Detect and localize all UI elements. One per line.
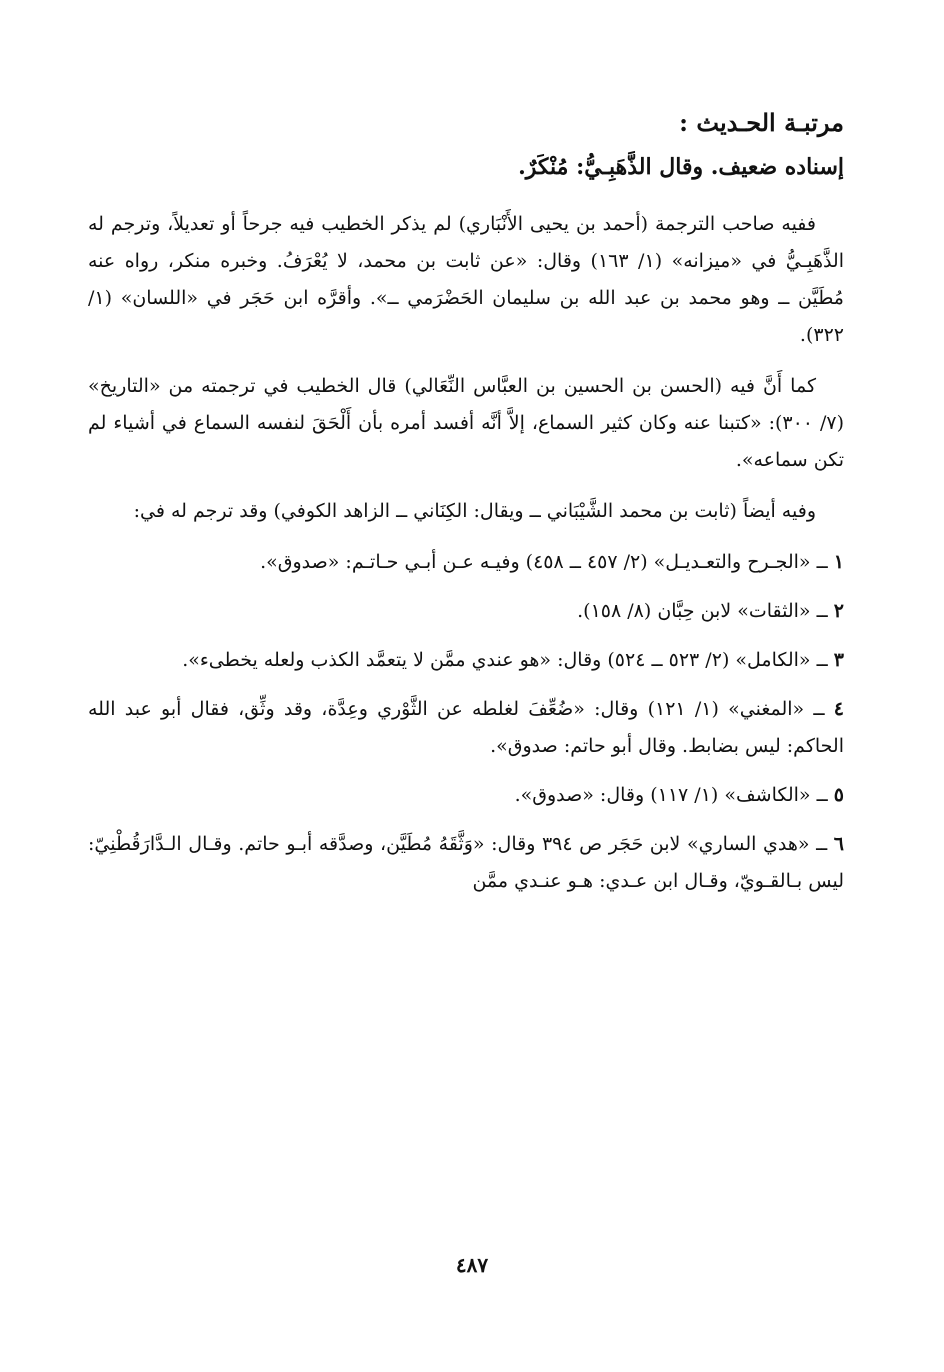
list-item-text: «هدي الساري» لابن حَجَر ص ٣٩٤ وقال: «وَثَّقَهُ مُطَيَّن، وصدَّقه أبـو حاتم. وقـال الـدَّارَقُطْنِيّ: ليس بـالقـويّ، وقـال ابن عـدي: هـو عنـدي ممَّن	[88, 833, 844, 892]
list-item-text: «المغني» (١/ ١٢١) وقال: «ضُعِّفَ لغلطه عن الثَّوْري وعِدَّة، وقد وثِّق، فقال أبو عبد الله الحاكم: ليس بضابط. وقال أبو حاتم: صدوق».	[88, 698, 844, 757]
list-item	[88, 642, 844, 679]
list-item-number: ٢	[833, 600, 844, 622]
list-separator: ــ	[810, 649, 834, 671]
list-item-text: «الكامل» (٢/ ٥٢٣ ــ ٥٢٤) وقال: «هو عندي ممَّن لا يتعمَّد الكذب ولعله يخطىء».	[182, 649, 811, 671]
paragraph-narrator-hasan: كما أَنَّ فيه (الحسن بن الحسين بن العبَّاس النِّعَالي) قال الخطيب في ترجمته من «التاريخ» (٧/ ٣٠٠): «كتبنا عنه وكان كثير السماع، إلاَّ أنَّه أفسد أمره بأن أَلْحَقَ لنفسه السماع في أشياء لم تكن سماعه».	[88, 375, 844, 471]
list-item-text: «الكاشف» (١/ ١١٧) وقال: «صدوق».	[514, 784, 811, 806]
section-heading: مرتبـة الحـديث :	[679, 108, 844, 137]
list-separator: ــ	[804, 698, 834, 720]
list-item	[88, 593, 844, 630]
list-item-number: ٤	[833, 698, 844, 720]
list-item-number: ٥	[833, 784, 844, 806]
list-item-number: ٦	[833, 833, 845, 855]
list-item-text: «الجـرح والتعـديـل» (٢/ ٤٥٧ ــ ٤٥٨) وفيـه عـن أبـي حـاتـم: «صدوق».	[260, 551, 811, 573]
paragraph-narrator-ahmad: ففيه صاحب الترجمة (أحمد بن يحيى الأَنْبَاري) لم يذكر الخطيب فيه جرحاً أو تعديلاً، وترجم له الذَّهَبِـيُّ في «ميزانه» (١/ ١٦٣) وقال: «عن ثابت بن محمد، لا يُعْرَفُ. وخبره منكر، رواه عنه مُطَيَّن ــ وهو محمد بن عبد الله بن سليمان الحَضْرَمي ــ». وأقرَّه ابن حَجَر في «اللسان» (١/ ٣٢٢).	[88, 213, 845, 346]
paragraph-narrator-thabit: وفيه أيضاً (ثابت بن محمد الشَّيْبَاني ــ ويقال: الكِنَاني ــ الزاهد الكوفي) وقد ترجم له في:	[133, 500, 816, 522]
list-item-number: ٣	[833, 649, 844, 671]
list-item	[88, 544, 844, 581]
page-number: ٤٨٧	[455, 1253, 489, 1277]
list-item-number: ١	[833, 551, 844, 573]
list-item	[88, 691, 844, 765]
grading-statement: إسناده ضعيف. وقال الذَّهَبِـيُّ: مُنْكَرٌ.	[518, 154, 844, 180]
list-item-text: «الثقات» لابن حِبَّان (٨/ ١٥٨).	[577, 600, 811, 622]
list-item	[88, 777, 844, 814]
list-separator: ــ	[810, 784, 834, 806]
document-page	[88, 100, 844, 1372]
list-separator: ــ	[810, 600, 834, 622]
list-item	[88, 826, 844, 900]
list-separator: ــ	[810, 551, 834, 573]
list-separator: ــ	[809, 833, 834, 855]
